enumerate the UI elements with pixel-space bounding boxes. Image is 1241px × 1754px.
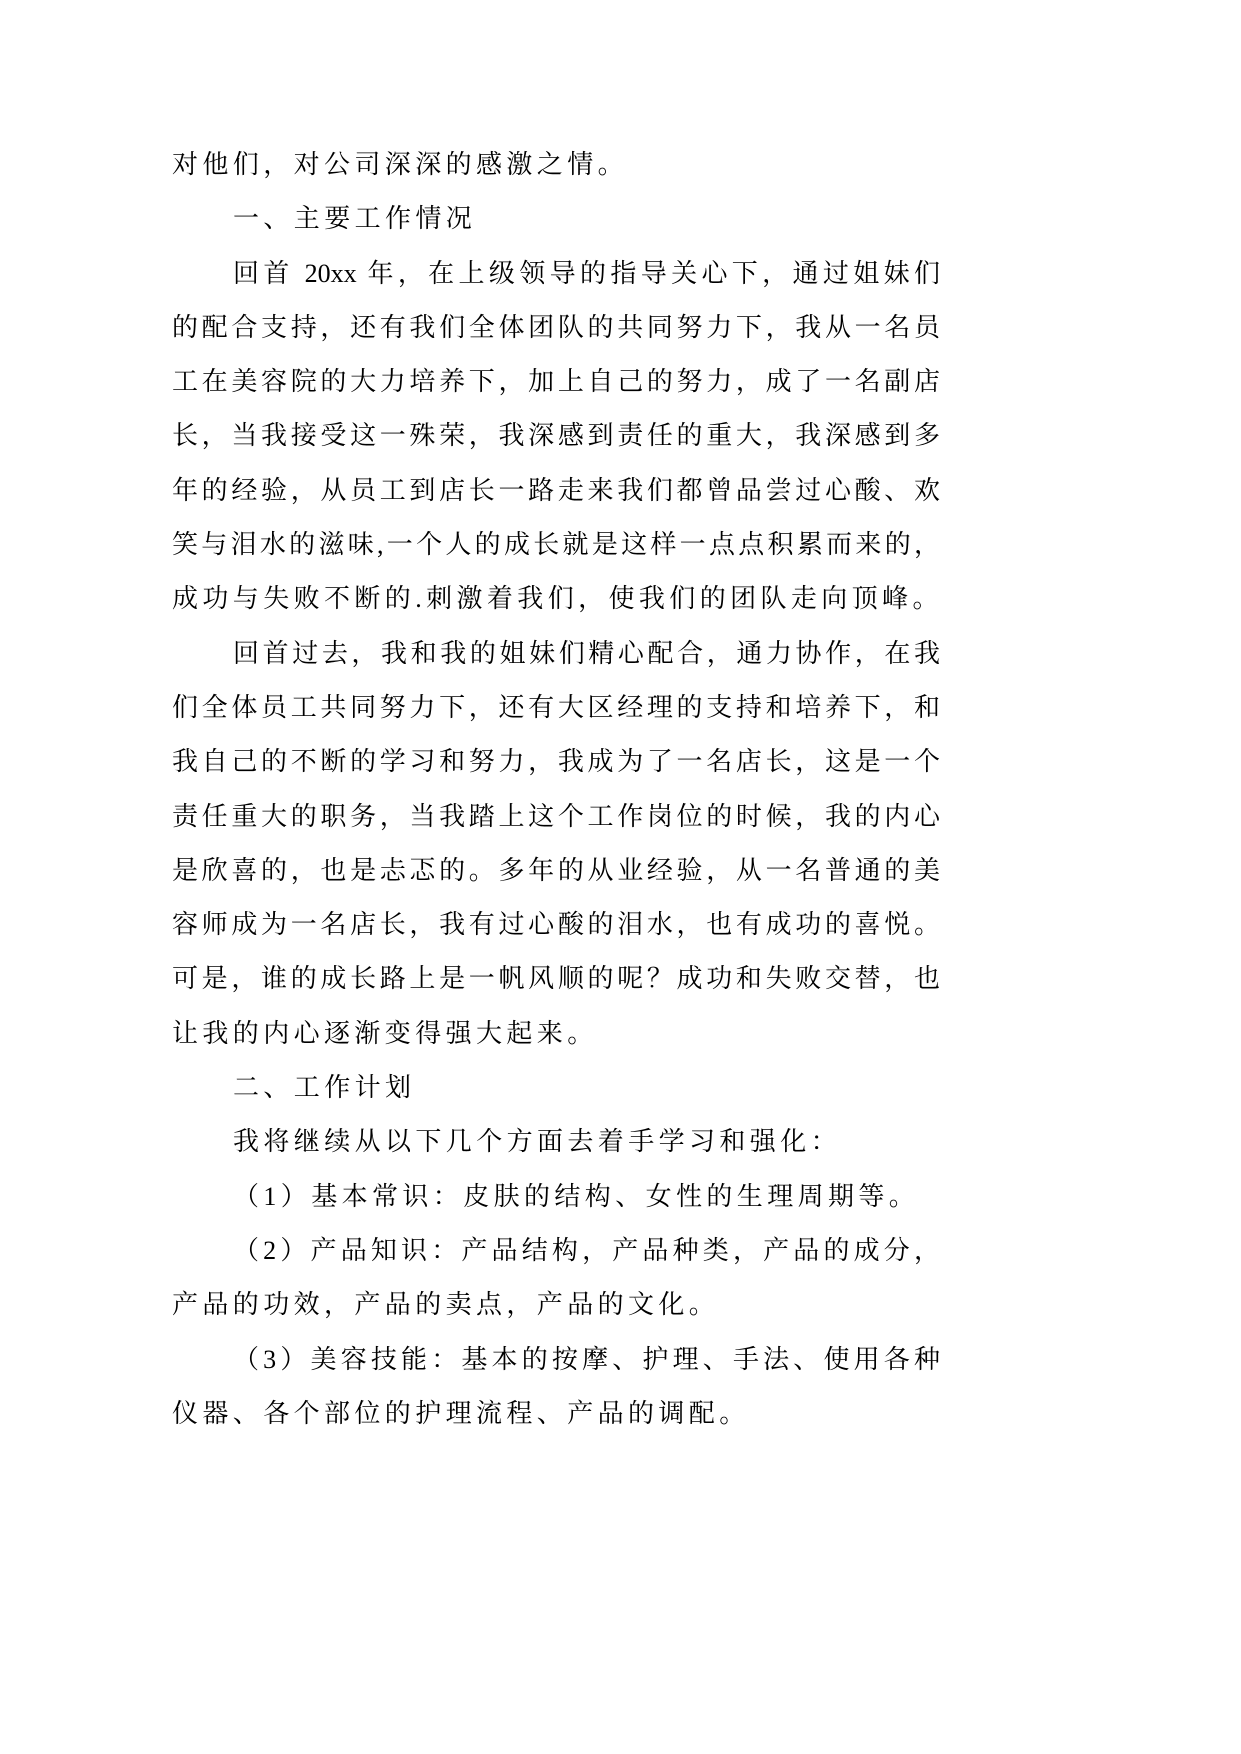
text-line: 对他们，对公司深深的感激之情。 — [172, 150, 629, 179]
text-line: 容师成为一名店长，我有过心酸的泪水，也有成功的喜悦。 — [172, 910, 940, 940]
text-line: （2）产品知识：产品结构，产品种类，产品的成分， — [233, 1235, 940, 1265]
text-line: 成功与失败不断的.刺激着我们，使我们的团队走向顶峰。 — [172, 584, 943, 614]
text-line: 责任重大的职务，当我踏上这个工作岗位的时候，我的内心 — [172, 801, 940, 831]
list-item — [172, 1333, 940, 1442]
text-line: （3）美容技能：基本的按摩、护理、手法、使用各种 — [233, 1344, 940, 1374]
section-heading — [172, 1061, 940, 1115]
text-line: 回首过去，我和我的姐妹们精心配合，通力协作，在我 — [233, 638, 940, 668]
text-line: （1）基本常识：皮肤的结构、女性的生理周期等。 — [233, 1181, 920, 1211]
text-line: 二、工作计划 — [233, 1073, 416, 1103]
text-line: 可是，谁的成长路上是一帆风顺的呢？成功和失败交替，也 — [172, 964, 940, 994]
document-body — [172, 138, 943, 1441]
text-line: 们全体员工共同努力下，还有大区经理的支持和培养下，和 — [172, 692, 940, 722]
list-item — [172, 1170, 940, 1224]
paragraph — [172, 247, 943, 627]
text-line: 让我的内心逐渐变得强大起来。 — [172, 1018, 598, 1048]
text-line: 仪器、各个部位的护理流程、产品的调配。 — [172, 1398, 750, 1428]
text-line: 是欣喜的，也是忐忑的。多年的从业经验，从一名普通的美 — [172, 855, 940, 885]
list-item — [172, 1224, 940, 1333]
paragraph — [172, 627, 940, 1061]
section-heading — [172, 192, 940, 246]
text-line: 长，当我接受这一殊荣，我深感到责任的重大，我深感到多 — [172, 421, 940, 451]
text-line: 年的经验，从员工到店长一路走来我们都曾品尝过心酸、欢 — [172, 475, 940, 505]
paragraph-continuation — [172, 138, 940, 192]
text-line: 我将继续从以下几个方面去着手学习和强化： — [233, 1127, 842, 1157]
text-line: 产品的功效，产品的卖点，产品的文化。 — [172, 1290, 720, 1320]
text-line: 我自己的不断的学习和努力，我成为了一名店长，这是一个 — [172, 747, 940, 777]
paragraph — [172, 1115, 940, 1169]
text-line: 的配合支持，还有我们全体团队的共同努力下，我从一名员 — [172, 312, 940, 342]
text-line: 笑与泪水的滋味,一个人的成长就是这样一点点积累而来的， — [172, 530, 940, 560]
text-line: 一、主要工作情况 — [233, 204, 477, 234]
text-line: 工在美容院的大力培养下，加上自己的努力，成了一名副店 — [172, 367, 940, 397]
text-line: 回首 20xx 年，在上级领导的指导关心下，通过姐妹们 — [233, 258, 940, 288]
